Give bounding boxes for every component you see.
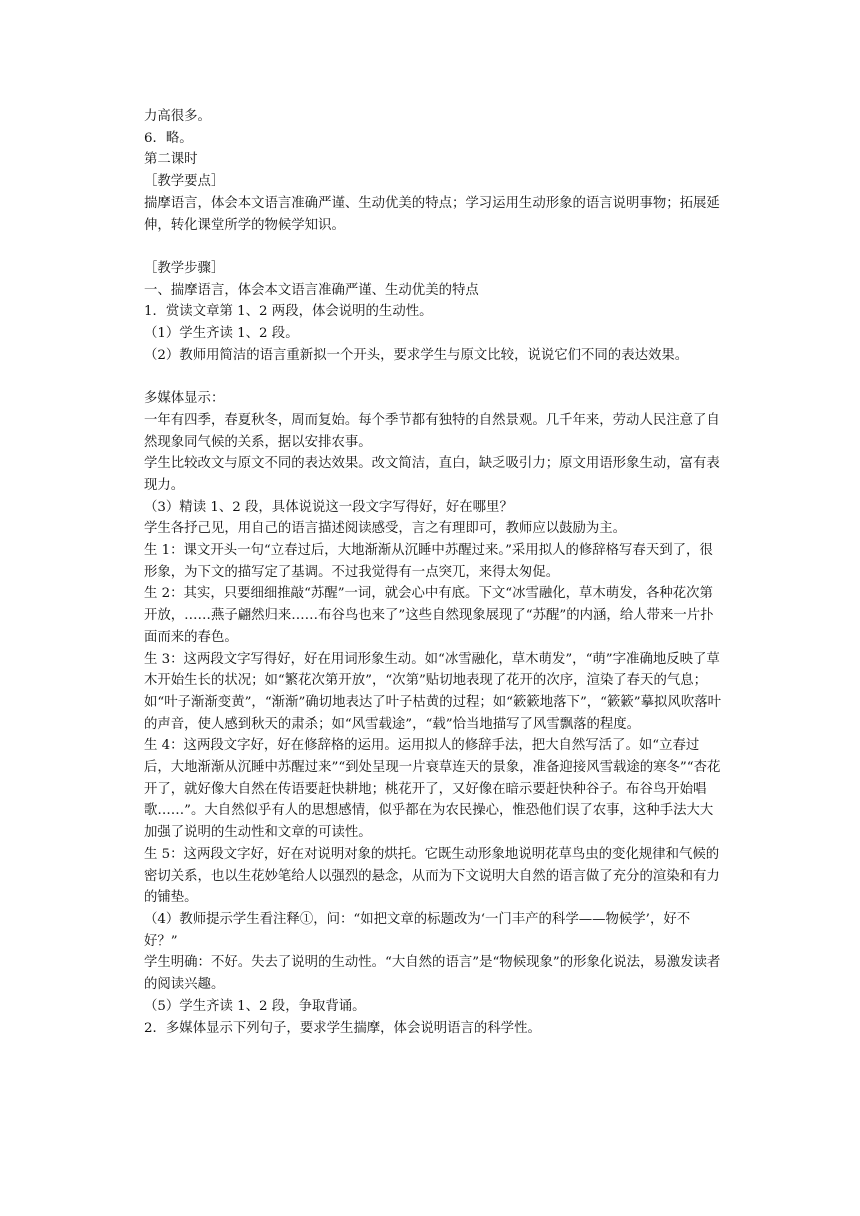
- text-paragraph: 揣摩语言，体会本文语言准确严谨、生动优美的特点；学习运用生动形象的语言说明事物；拓展延伸，转化课堂所学的物候学知识。: [144, 195, 720, 233]
- text-paragraph: 生 2：其实，只要细细推敲“苏醒”一词，就会心中有底。下文“冰雪融化，草木萌发，各种花次第开放，……燕子翩然归来……布谷鸟也来了”这些自然现象展现了“苏醒”的内涵，给人带来一片扑面而来的春色。: [144, 586, 714, 645]
- section-label: ［教学要点］: [144, 174, 225, 190]
- text-paragraph: 生 3：这两段文字写得好，好在用词形象生动。如“冰雪融化，草木萌发”，“萌”字准确地反映了草木开始生长的状况；如“繁花次第开放”，“次第”贴切地表现了花开的次序，渲染了春天的气息；如“叶子渐渐变黄”，“渐渐”确切地表达了叶子枯黄的过程；如“簌簌地落下”，“簌簌”摹拟风吹落叶的声音，使人感到秋天的肃杀；如“风雪载途”，“载”恰当地描写了风雪飘落的程度。: [144, 651, 721, 732]
- text-line: （3）精读 1、2 段，具体说说这一段文字写得好，好在哪里？: [144, 499, 513, 515]
- text-paragraph: （4）教师提示学生看注释①，问：“如把文章的标题改为‘一门丰产的科学——物候学’，好不好？”: [144, 911, 691, 949]
- text-paragraph: 学生明确：不好。失去了说明的生动性。“大自然的语言”是“物候现象”的形象化说法，易激发读者的阅读兴趣。: [144, 955, 721, 993]
- text-line: 2．多媒体显示下列句子，要求学生揣摩，体会说明语言的科学性。: [144, 1020, 541, 1036]
- text-line: （1）学生齐读 1、2 段。: [144, 326, 299, 342]
- document-body: [144, 106, 722, 1039]
- text-paragraph: 一年有四季，春夏秋冬，周而复始。每个季节都有独特的自然景观。几千年来，劳动人民注意了自然现象同气候的关系，据以安排农事。: [144, 412, 720, 450]
- text-paragraph: 学生比较改文与原文不同的表达效果。改文简洁，直白，缺乏吸引力；原文用语形象生动，富有表现力。: [144, 456, 720, 493]
- text-line: （5）学生齐读 1、2 段，争取背诵。: [144, 998, 366, 1014]
- section-heading: 一、揣摩语言，体会本文语言准确严谨、生动优美的特点: [144, 282, 479, 298]
- blank-line: [144, 236, 722, 258]
- text-paragraph: 生 4：这两段文字好，好在修辞格的运用。运用拟人的修辞手法，把大自然写活了。如“立春过后，大地渐渐从沉睡中苏醒过来”“到处呈现一片衰草连天的景象，准备迎接风雪载途的寒冬”“杏花开了，就好像大自然在传语要赶快耕地；桃花开了，又好像在暗示要赶快种谷子。布谷鸟开始唱歌……”。大自然似乎有人的思想感情，似乎都在为农民操心，惟恐他们误了农事，这种手法大大加强了说明的生动性和文章的可读性。: [144, 738, 721, 841]
- text-line: 学生各抒己见，用自己的语言描述阅读感受，言之有理即可，教师应以鼓励为主。: [144, 521, 627, 537]
- text-paragraph: 生 5：这两段文字好，好在对说明对象的烘托。它既生动形象地说明花草鸟虫的变化规律和气候的密切关系，也以生花妙笔给人以强烈的悬念，从而为下文说明大自然的语言做了充分的渲染和有力的铺垫。: [144, 846, 720, 906]
- text-line: 力高很多。: [144, 109, 211, 124]
- text-paragraph: （2）教师用简洁的语言重新拟一个开头，要求学生与原文比较，说说它们不同的表达效果。: [144, 347, 689, 363]
- lesson-heading: 第二课时: [144, 152, 198, 168]
- section-label: ［教学步骤］: [144, 260, 225, 276]
- text-line: 1．赏读文章第 1、2 两段，体会说明的生动性。: [144, 304, 433, 320]
- text-line: 6．略。: [144, 130, 193, 146]
- blank-line: [144, 366, 722, 388]
- text-paragraph: 生 1：课文开头一句“立春过后，大地渐渐从沉睡中苏醒过来。”采用拟人的修辞格写春天到了，很形象，为下文的描写定了基调。不过我觉得有一点突兀，来得太匆促。: [144, 543, 713, 580]
- text-line: 多媒体显示：: [144, 391, 225, 407]
